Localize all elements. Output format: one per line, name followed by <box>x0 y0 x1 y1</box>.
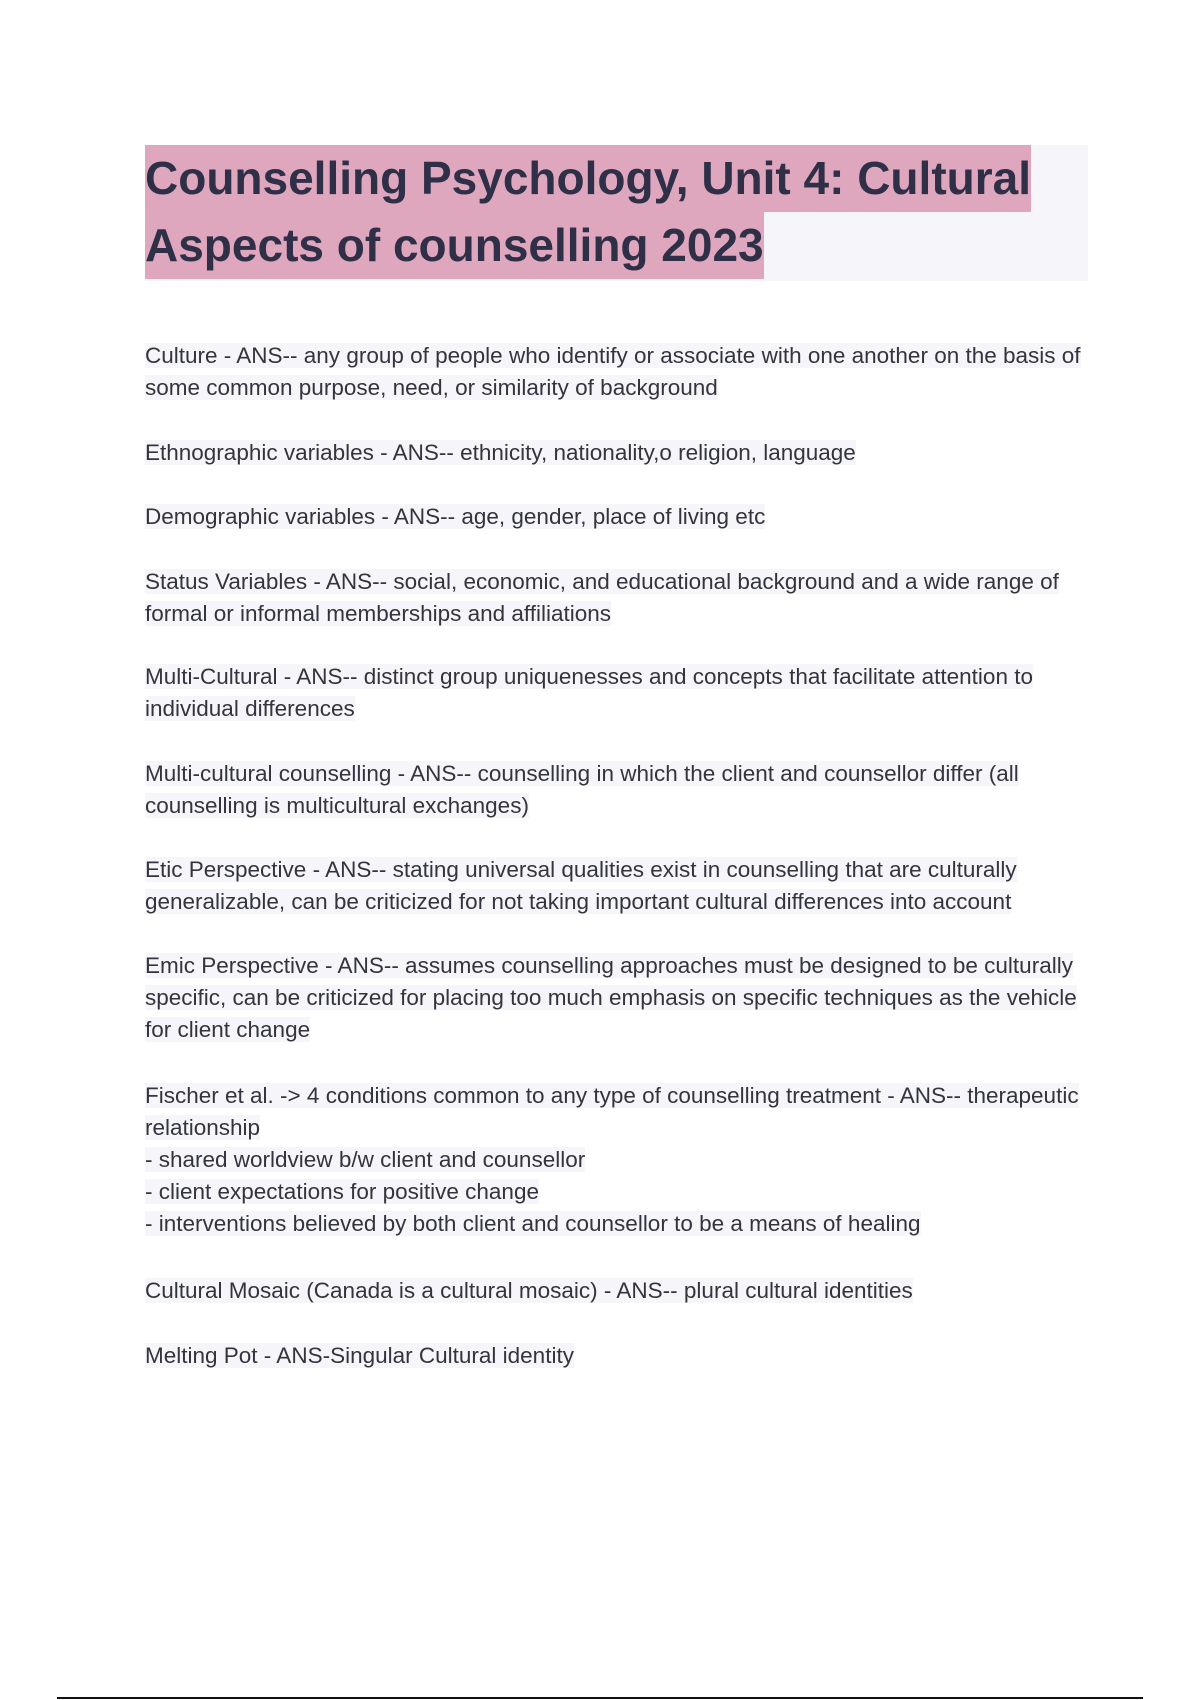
title-line-2: Aspects of counselling 2023 <box>145 212 764 279</box>
title-block <box>145 145 1088 281</box>
entry-text: Fischer et al. -> 4 conditions common to any type of counselling treatment - ANS-- therapeutic relationship <box>145 1083 1079 1140</box>
bullet-text: - shared worldview b/w client and counsellor <box>145 1147 586 1172</box>
entry-demographic-variables <box>145 501 765 533</box>
bullet-text: - client expectations for positive change <box>145 1179 539 1204</box>
entry-text: Melting Pot - ANS-Singular Cultural identity <box>145 1343 574 1368</box>
bullet-item <box>145 1208 1090 1240</box>
title-line-1: Counselling Psychology, Unit 4: Cultural <box>145 145 1031 212</box>
entry-text: Etic Perspective - ANS-- stating universal qualities exist in counselling that are culturally generalizable, can be criticized for not taking important cultural differences into account <box>145 857 1017 914</box>
entry-status-variables <box>145 566 1090 630</box>
document-title <box>145 145 1088 279</box>
bullet-item <box>145 1176 1090 1208</box>
entry-text: Ethnographic variables - ANS-- ethnicity, nationality,o religion, language <box>145 440 856 465</box>
entry-culture <box>145 340 1090 404</box>
entry-text: Emic Perspective - ANS-- assumes counselling approaches must be designed to be culturally specific, can be criticized for placing too much emphasis on specific techniques as the vehicle for client change <box>145 953 1077 1042</box>
entry-cultural-mosaic <box>145 1275 913 1307</box>
entry-text: Demographic variables - ANS-- age, gender, place of living etc <box>145 504 766 529</box>
bullet-item <box>145 1144 1090 1176</box>
entry-text: Status Variables - ANS-- social, economic, and educational background and a wide range of formal or informal memberships and affiliations <box>145 569 1059 626</box>
entry-multi-cultural-counselling <box>145 758 1090 822</box>
entry-ethnographic-variables <box>145 437 856 469</box>
entry-multi-cultural <box>145 661 1090 725</box>
entry-etic-perspective <box>145 854 1090 918</box>
entry-text: Culture - ANS-- any group of people who identify or associate with one another on the basis of some common purpose, need, or similarity of background <box>145 343 1081 400</box>
entry-emic-perspective <box>145 950 1090 1046</box>
entry-fischer-conditions <box>145 1080 1090 1240</box>
entry-text: Multi-cultural counselling - ANS-- counselling in which the client and counsellor differ (all counselling is multicultural exchanges) <box>145 761 1019 818</box>
entry-melting-pot <box>145 1340 574 1372</box>
entry-text: Cultural Mosaic (Canada is a cultural mosaic) - ANS-- plural cultural identities <box>145 1278 913 1303</box>
page-bottom-divider <box>57 1697 1143 1699</box>
entry-text: Multi-Cultural - ANS-- distinct group uniquenesses and concepts that facilitate attention to individual differences <box>145 664 1033 721</box>
bullet-text: - interventions believed by both client and counsellor to be a means of healing <box>145 1211 921 1236</box>
